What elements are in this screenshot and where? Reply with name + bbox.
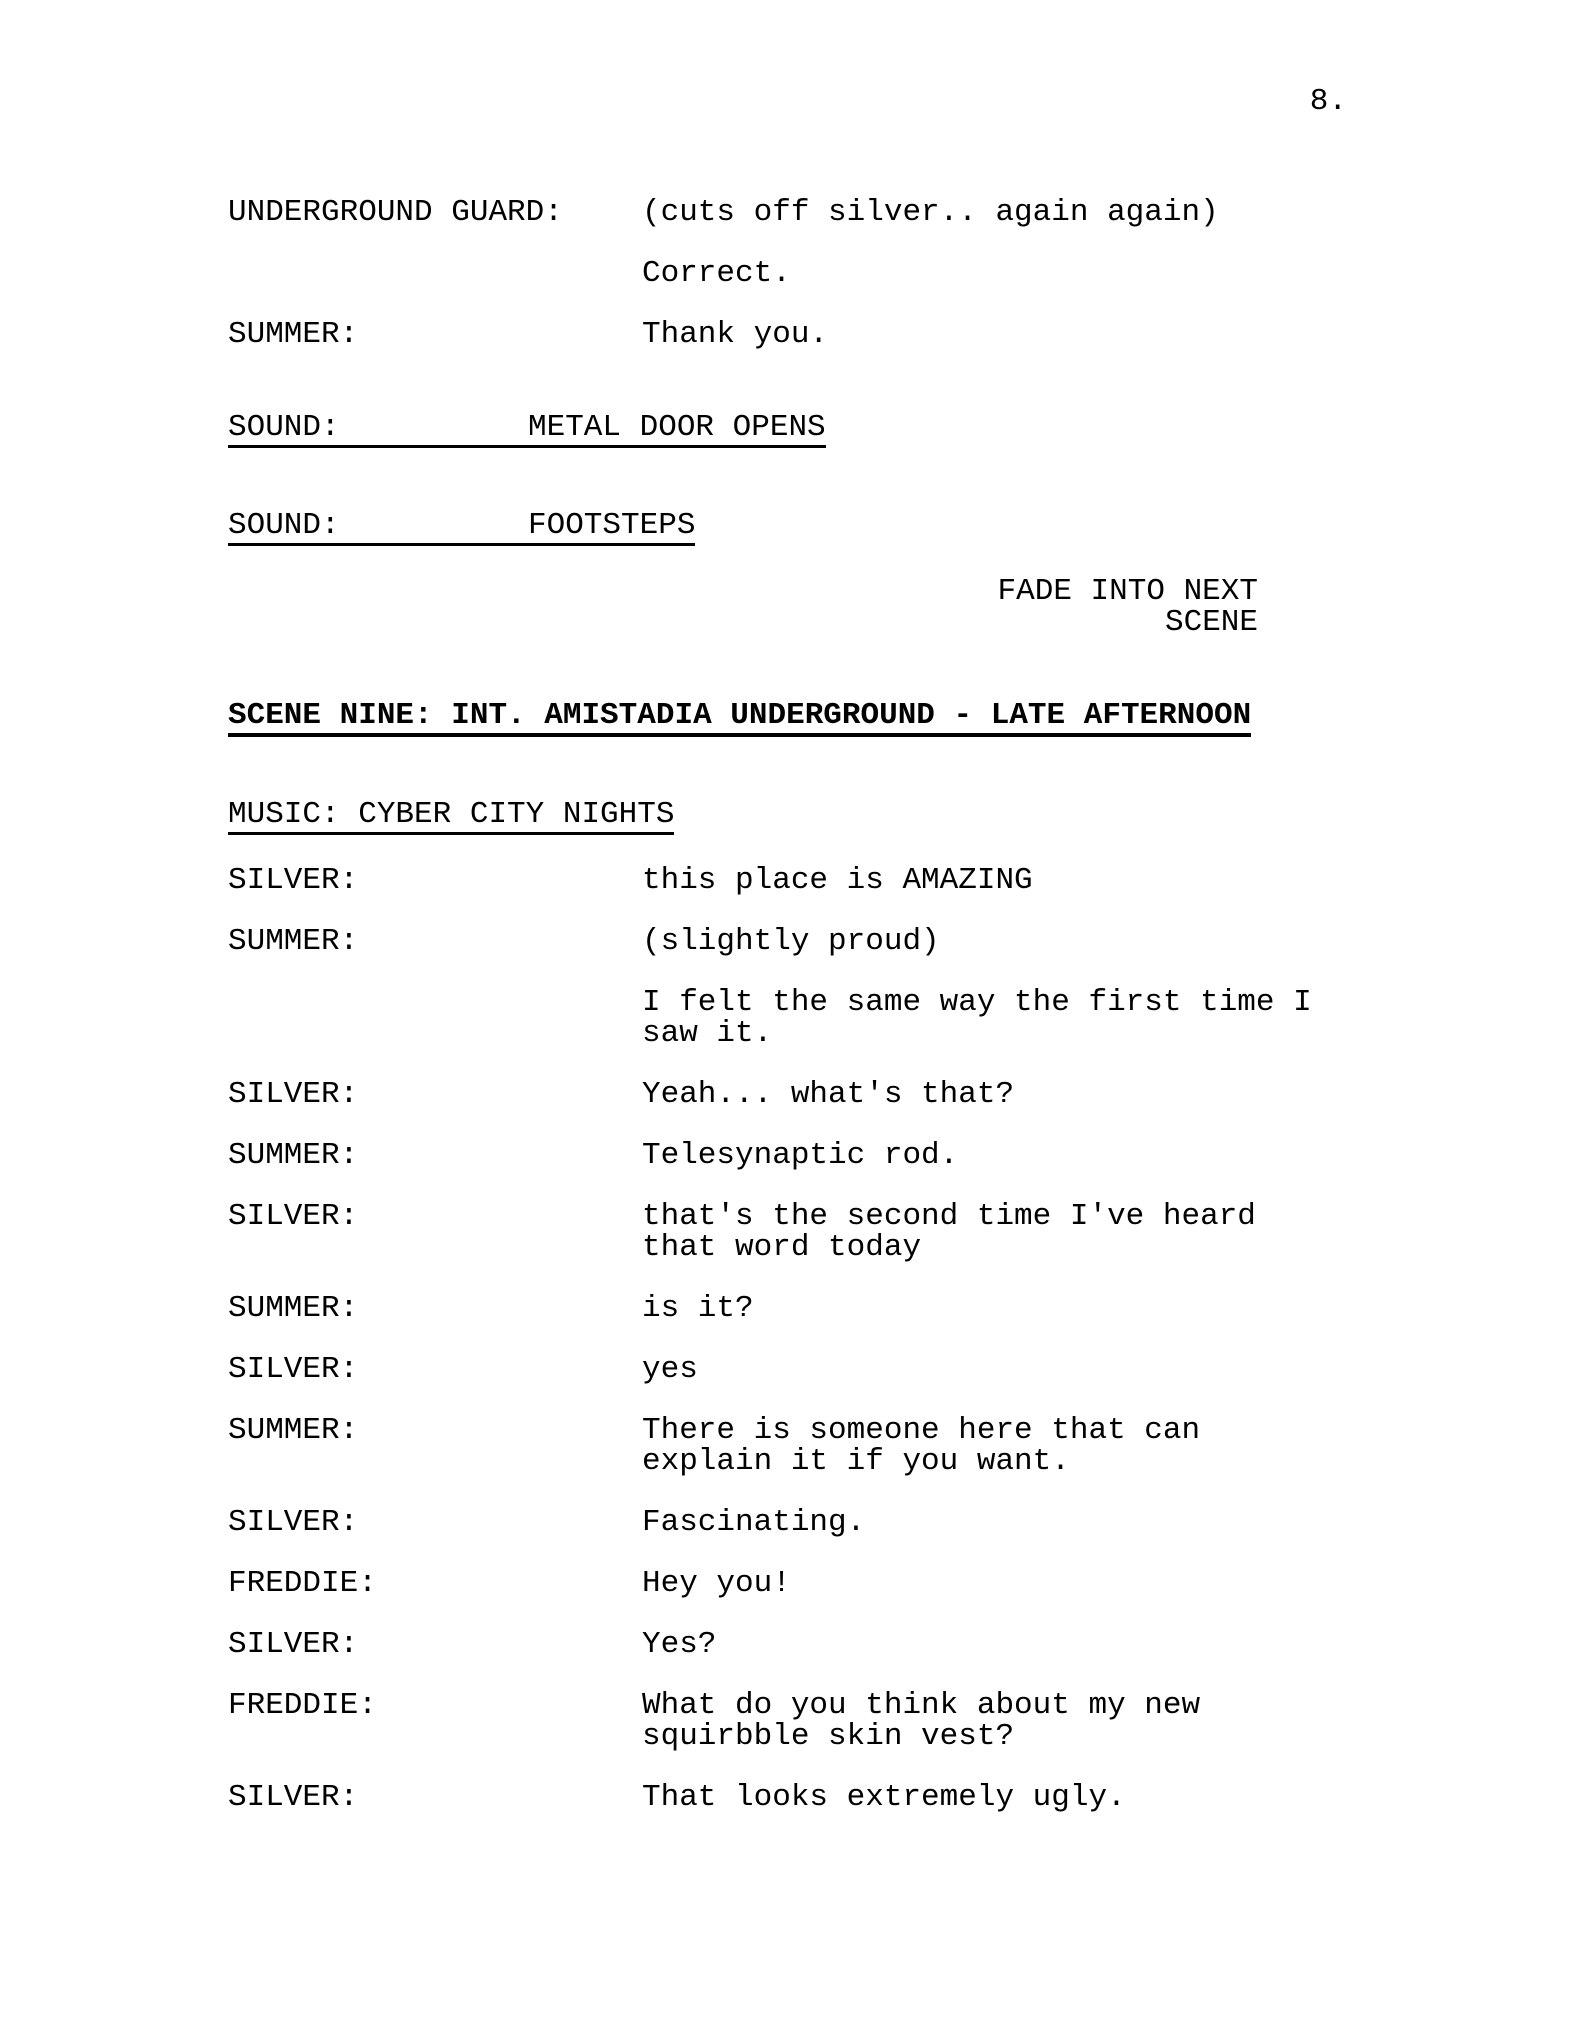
character-name: FREDDIE:	[228, 1566, 377, 1601]
dialogue-lines	[642, 258, 1358, 289]
character-name: FREDDIE:	[228, 1688, 377, 1723]
dialogue-lines	[642, 1629, 1358, 1660]
cue-text: FOOTSTEPS	[528, 508, 696, 543]
character-name: UNDERGROUND GUARD:	[228, 195, 563, 230]
dialogue-line: explain it if you want.	[642, 1444, 1070, 1479]
dialogue-line: Thank you.	[642, 317, 829, 352]
character-name: SUMMER:	[228, 924, 359, 959]
dialogue-block	[228, 1079, 1358, 1110]
dialogue-block	[228, 1568, 1358, 1599]
transition-line: FADE INTO NEXT	[997, 574, 1258, 609]
transition-block	[228, 576, 1258, 638]
dialogue-lines	[642, 1354, 1358, 1385]
dialogue-lines	[642, 197, 1358, 228]
scene-heading-block	[228, 700, 1358, 737]
dialogue-block	[228, 926, 1358, 957]
character-name: SUMMER:	[228, 317, 359, 352]
dialogue-line: Yeah... what's that?	[642, 1077, 1015, 1112]
sound-cue-block	[228, 412, 1358, 448]
dialogue-line: is it?	[642, 1291, 754, 1326]
script-content	[228, 197, 1358, 1813]
dialogue-block	[228, 1201, 1358, 1263]
cue-label: SOUND:	[228, 410, 340, 445]
character-name: SUMMER:	[228, 1291, 359, 1326]
dialogue-line: Yes?	[642, 1627, 717, 1662]
dialogue-line: I felt the same way the first time I	[642, 985, 1312, 1020]
dialogue-block	[228, 1293, 1358, 1324]
music-cue-block	[228, 799, 1358, 835]
dialogue-lines	[642, 1415, 1358, 1477]
scene-heading-text: SCENE NINE: INT. AMISTADIA UNDERGROUND - LATE AFTERNOON	[228, 700, 1251, 737]
dialogue-lines	[642, 1507, 1358, 1538]
dialogue-lines	[642, 319, 1358, 350]
dialogue-block	[228, 1415, 1358, 1477]
dialogue-line: There is someone here that can	[642, 1413, 1201, 1448]
dialogue-line: that word today	[642, 1230, 922, 1265]
character-name: SUMMER:	[228, 1138, 359, 1173]
cue-text: METAL DOOR OPENS	[528, 410, 826, 445]
transition-line: SCENE	[1164, 605, 1258, 640]
character-name: SILVER:	[228, 1505, 359, 1540]
cue-label: SOUND:	[228, 508, 340, 543]
dialogue-line: Telesynaptic rod.	[642, 1138, 959, 1173]
dialogue-lines	[642, 1782, 1358, 1813]
dialogue-lines	[642, 1201, 1358, 1263]
dialogue-line: this place is AMAZING	[642, 863, 1033, 898]
page-number: 8.	[1309, 84, 1347, 119]
dialogue-block	[228, 258, 1358, 289]
dialogue-lines	[642, 865, 1358, 896]
character-name: SILVER:	[228, 1199, 359, 1234]
dialogue-block	[228, 1140, 1358, 1171]
dialogue-block	[228, 1507, 1358, 1538]
dialogue-lines	[642, 1568, 1358, 1599]
music-cue-text: MUSIC: CYBER CITY NIGHTS	[228, 799, 674, 835]
dialogue-lines	[642, 1140, 1358, 1171]
dialogue-block	[228, 1354, 1358, 1385]
dialogue-block	[228, 865, 1358, 896]
character-name: SILVER:	[228, 1352, 359, 1387]
dialogue-line: squirbble skin vest?	[642, 1719, 1015, 1754]
character-name: SILVER:	[228, 863, 359, 898]
dialogue-line: that's the second time I've heard	[642, 1199, 1256, 1234]
dialogue-block	[228, 1782, 1358, 1813]
dialogue-block	[228, 197, 1358, 228]
dialogue-block	[228, 1690, 1358, 1752]
dialogue-block	[228, 1629, 1358, 1660]
dialogue-block	[228, 319, 1358, 350]
sound-cue-underline	[228, 412, 826, 448]
dialogue-line: Hey you!	[642, 1566, 791, 1601]
dialogue-lines	[642, 1293, 1358, 1324]
character-name: SILVER:	[228, 1780, 359, 1815]
character-name: SILVER:	[228, 1077, 359, 1112]
dialogue-line: saw it.	[642, 1016, 773, 1051]
sound-cue-underline	[228, 510, 695, 546]
dialogue-line: (cuts off silver.. again again)	[642, 195, 1219, 230]
sound-cue-block	[228, 510, 1358, 546]
dialogue-lines	[642, 1079, 1358, 1110]
dialogue-lines	[642, 1690, 1358, 1752]
dialogue-line: (slightly proud)	[642, 924, 940, 959]
dialogue-line: yes	[642, 1352, 698, 1387]
dialogue-line: Correct.	[642, 256, 791, 291]
dialogue-line: What do you think about my new	[642, 1688, 1201, 1723]
dialogue-block	[228, 987, 1358, 1049]
dialogue-lines	[642, 926, 1358, 957]
dialogue-line: Fascinating.	[642, 1505, 866, 1540]
dialogue-line: That looks extremely ugly.	[642, 1780, 1126, 1815]
character-name: SUMMER:	[228, 1413, 359, 1448]
character-name: SILVER:	[228, 1627, 359, 1662]
dialogue-lines	[642, 987, 1358, 1049]
